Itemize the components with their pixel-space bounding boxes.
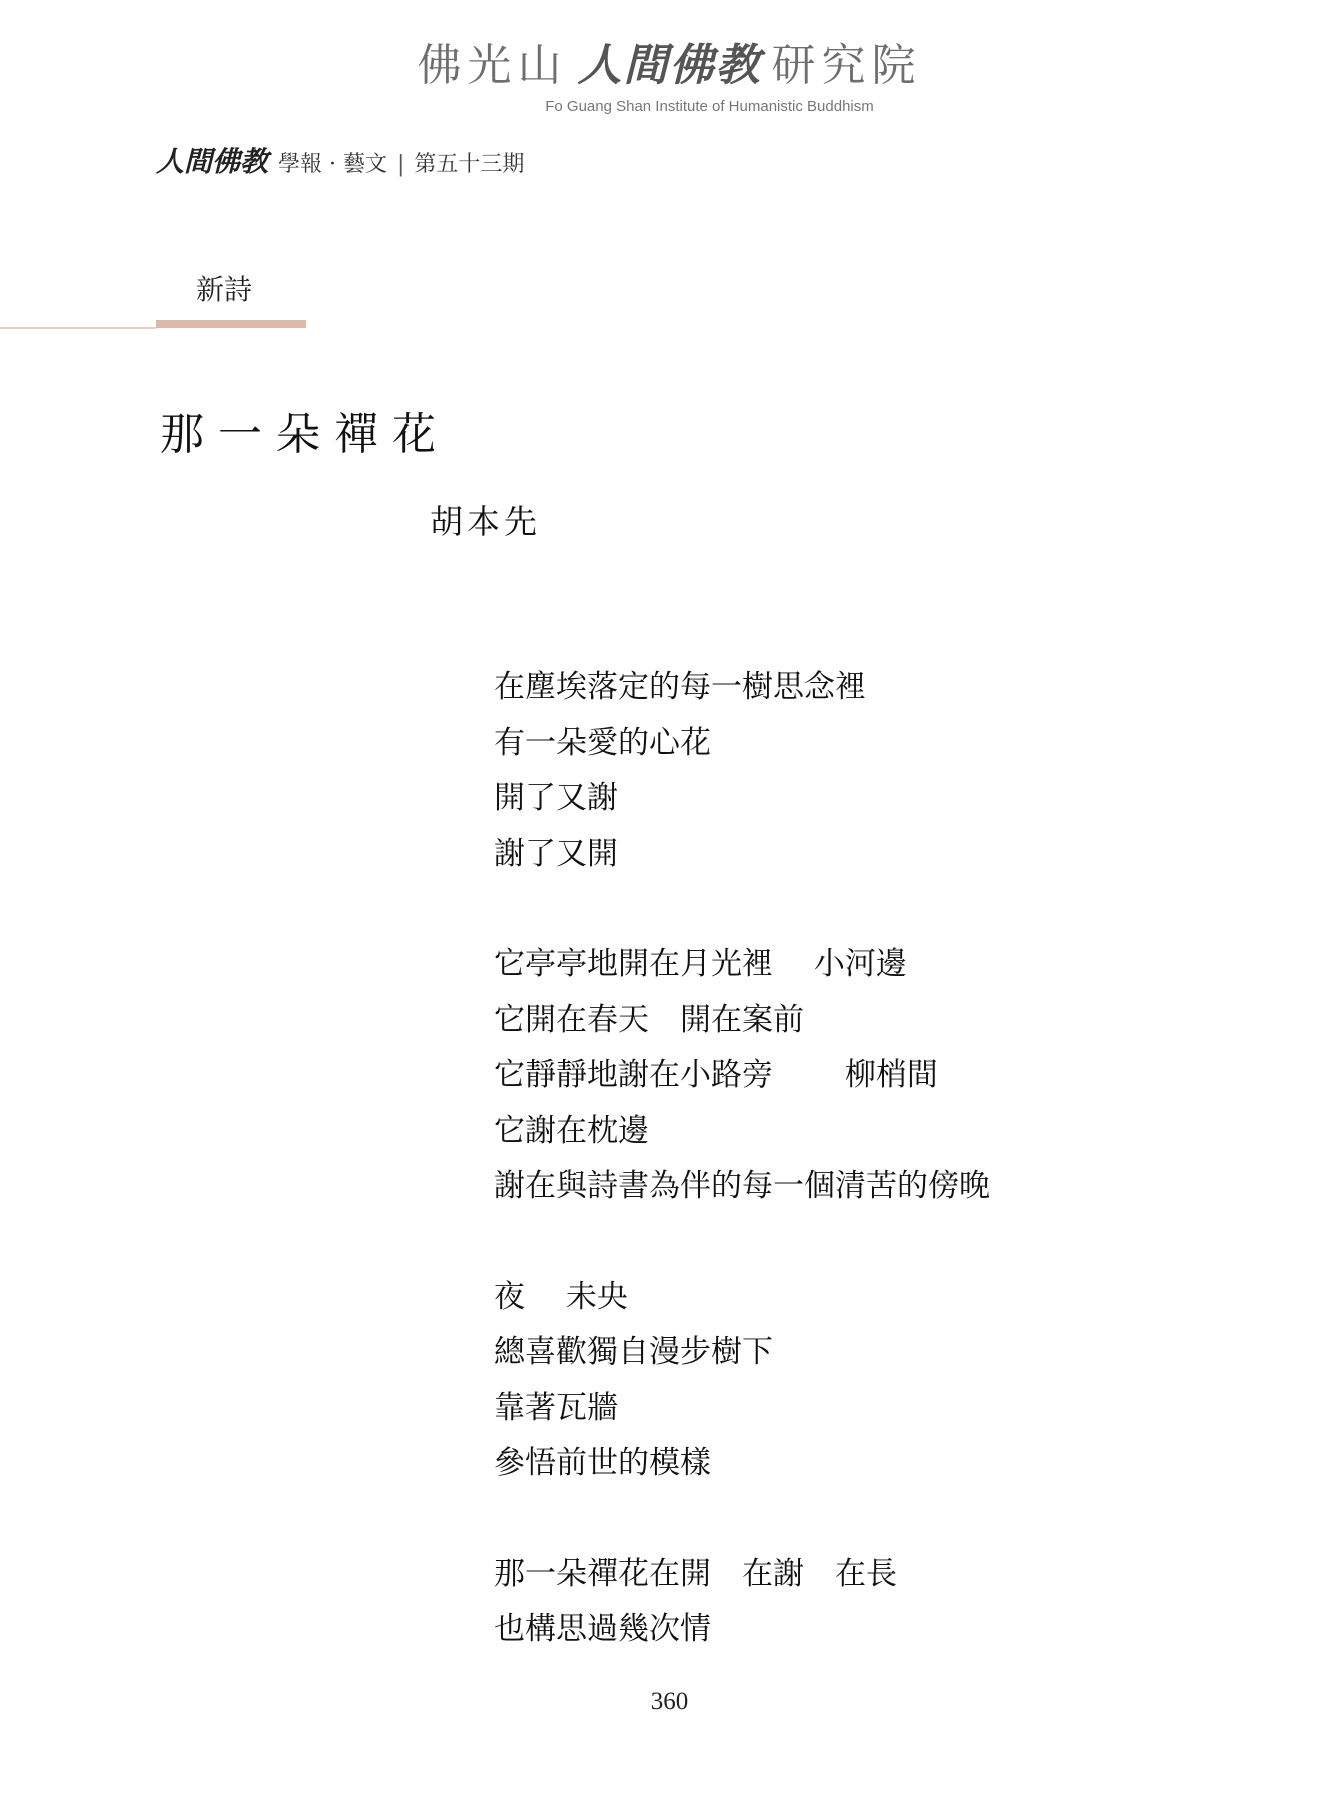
- journal-brand: 人間佛教: [156, 145, 269, 178]
- poem-line: 總喜歡獨自漫步樹下: [494, 1334, 773, 1370]
- poem-line: 它靜靜地謝在小路旁 柳梢間: [494, 1057, 938, 1093]
- poem-stanza: [494, 1547, 990, 1658]
- institute-english-name: Fo Guang Shan Institute of Humanistic Buddhism: [545, 98, 874, 115]
- poem-line: 在塵埃落定的每一樹思念裡: [494, 669, 866, 705]
- poem-line: 謝了又開: [494, 835, 618, 872]
- poem-line: 有一朵愛的心花: [494, 724, 711, 761]
- poem-title: 那一朵禪花: [160, 409, 450, 460]
- banner-brand: 人間佛教: [577, 40, 762, 91]
- poem-line: 那一朵禪花在開 在謝 在長: [494, 1555, 897, 1592]
- poem-line: 它開在春天 開在案前: [494, 1001, 804, 1038]
- section-underline: [156, 320, 306, 328]
- poem-line: 它亭亭地開在月光裡 小河邊: [494, 946, 907, 982]
- banner-suffix: 研究院: [771, 40, 922, 91]
- poem-line: 夜 未央: [494, 1278, 628, 1315]
- journal-issue: 第五十三期: [414, 152, 525, 177]
- poem-author: 胡本先: [430, 502, 541, 541]
- institute-banner: [0, 38, 1339, 115]
- section-label: 新詩: [196, 273, 253, 306]
- poem-stanza: [494, 937, 990, 1215]
- poem-stanza: [494, 660, 990, 882]
- poem-line: 也構思過幾次情: [494, 1611, 711, 1647]
- poem-line: 謝在與詩書為伴的每一個清苦的傍晚: [494, 1168, 990, 1204]
- journal-separator: |: [397, 152, 405, 177]
- poem-stanza: [494, 1270, 990, 1492]
- section-divider: [0, 327, 156, 329]
- journal-name: 學報 · 藝文: [278, 152, 387, 177]
- poem-line: 參悟前世的模樣: [494, 1445, 711, 1481]
- poem-line: 靠著瓦牆: [494, 1389, 618, 1426]
- poem-body: [494, 660, 990, 1713]
- institute-logo: [0, 38, 1339, 94]
- poem-line: 開了又謝: [494, 780, 618, 816]
- journal-header: [156, 140, 524, 180]
- banner-prefix: 佛光山: [417, 40, 568, 91]
- poem-line: 它謝在枕邊: [494, 1112, 649, 1149]
- page-number: 360: [650, 1688, 689, 1715]
